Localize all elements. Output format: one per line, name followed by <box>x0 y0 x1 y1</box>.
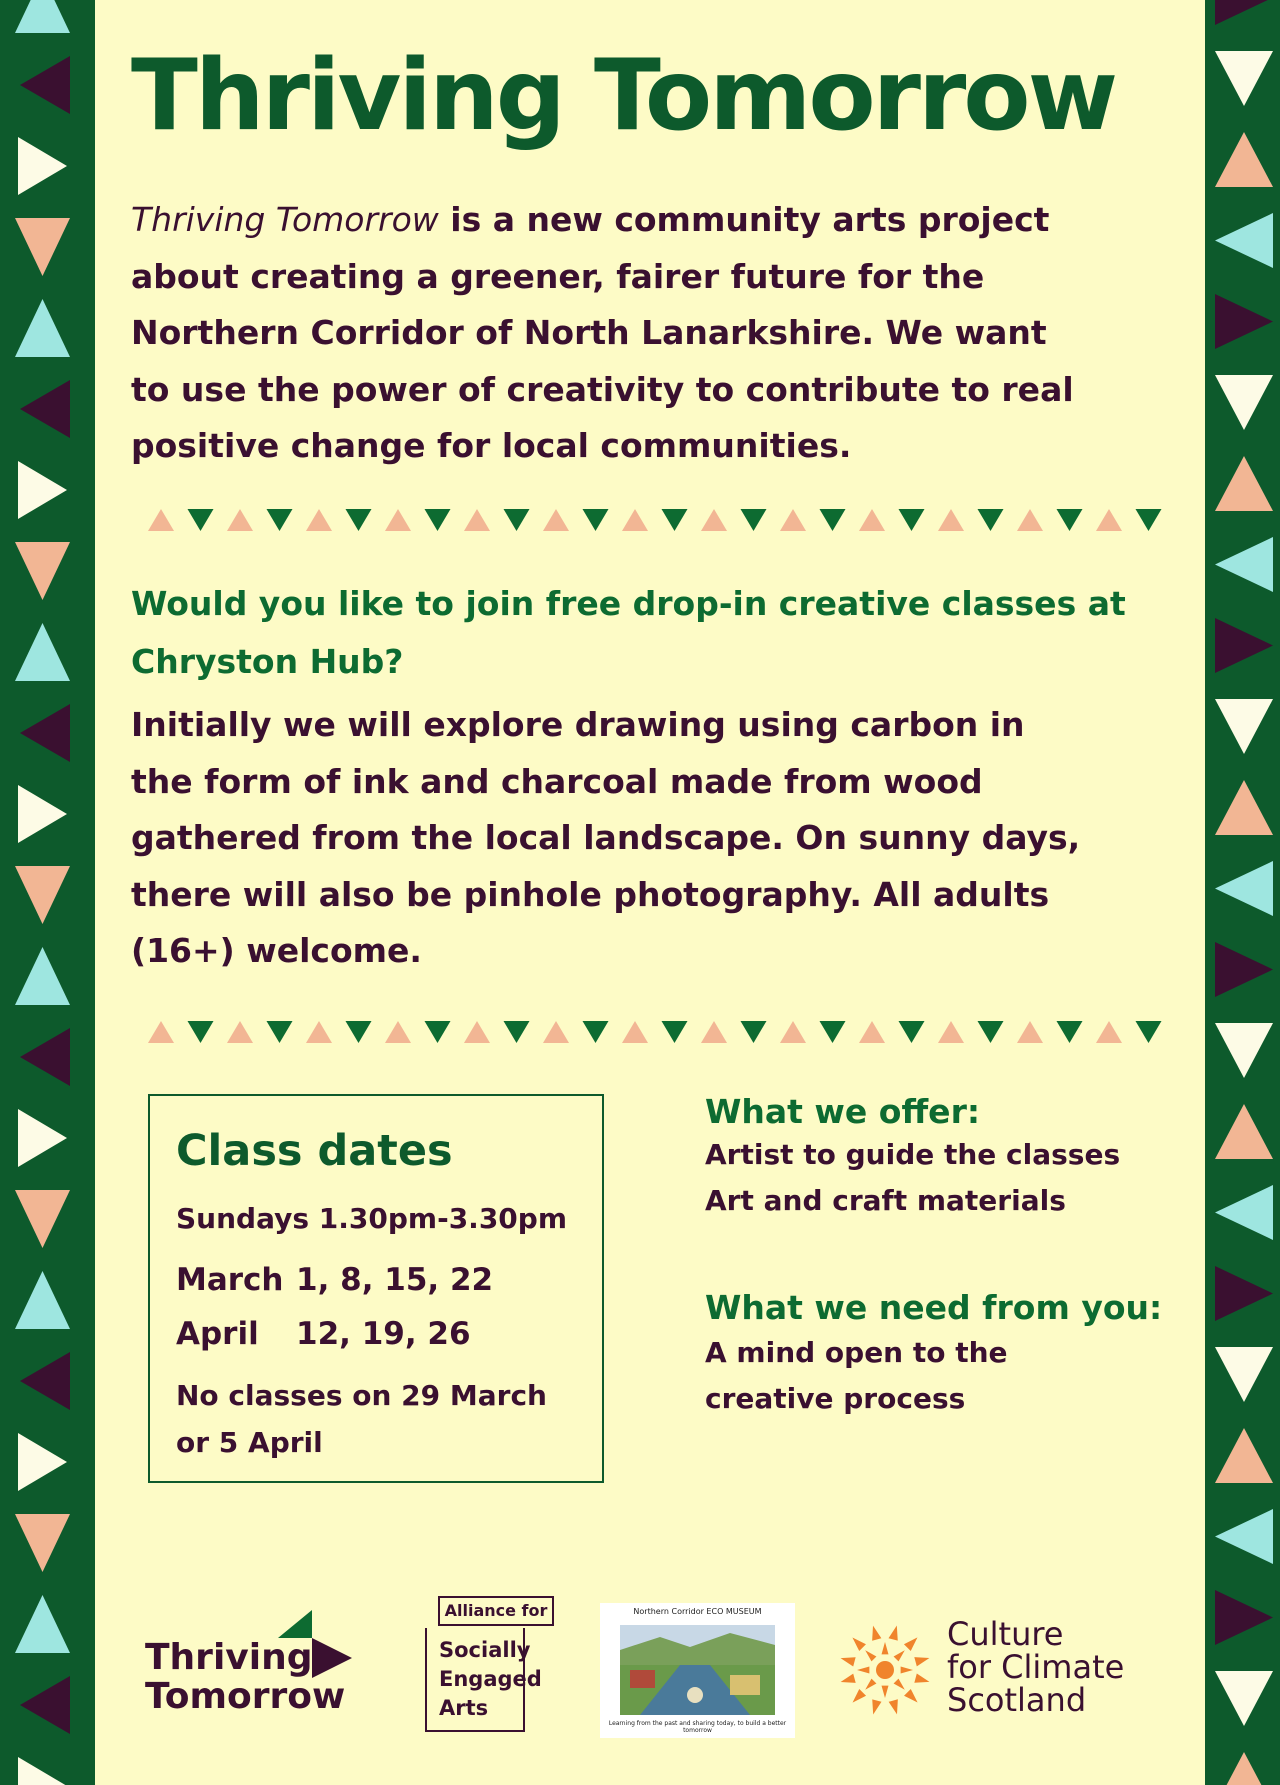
divider-triangle <box>188 1021 214 1043</box>
divider-triangle <box>227 509 253 531</box>
divider-top <box>145 505 1185 535</box>
border-triangle <box>18 461 67 519</box>
page-title: Thriving Tomorrow <box>131 39 1116 153</box>
divider-triangle <box>899 509 925 531</box>
culture-for-climate-logo <box>835 1615 1135 1728</box>
divider-triangle <box>504 1021 530 1043</box>
divider-triangle <box>346 509 372 531</box>
border-triangle <box>1215 213 1273 268</box>
sun-ray <box>914 1657 929 1666</box>
divider-triangle <box>1057 509 1083 531</box>
border-triangle <box>1215 1509 1273 1564</box>
offer-heading: What we offer: <box>705 1092 981 1131</box>
sun-ray <box>904 1637 918 1651</box>
divider-triangle <box>583 509 609 531</box>
divider-triangle <box>464 509 490 531</box>
border-triangle <box>1215 1671 1273 1726</box>
border-triangle <box>18 1757 67 1785</box>
border-triangle <box>1215 1590 1273 1645</box>
divider-triangle <box>1096 1021 1122 1043</box>
divider-triangle <box>346 1021 372 1043</box>
offer-item: Artist to guide the classes <box>705 1138 1121 1171</box>
border-triangle <box>20 56 70 114</box>
border-triangle <box>15 947 70 1005</box>
eco-museum-caption: Northern Corridor ECO MUSEUM <box>633 1607 762 1616</box>
divider-triangle <box>938 1021 964 1043</box>
dates-month: April <box>176 1316 259 1352</box>
border-triangle <box>1215 1752 1273 1785</box>
divider-triangle <box>306 509 332 531</box>
no-classes-note: No classes on 29 March or 5 April <box>176 1379 547 1459</box>
sun-ray <box>841 1657 856 1666</box>
border-triangle <box>1215 0 1273 25</box>
intro-text: is a new community arts project about creating a greener, fairer future for the Northern Corridor of North Lanarkshire. We want to use the power of creativity to contribute to real positive change for local communities. <box>131 200 1074 465</box>
border-triangle <box>1215 618 1273 673</box>
divider-triangle <box>148 509 174 531</box>
sun-ray <box>872 1699 881 1714</box>
sun-ray <box>901 1667 913 1674</box>
left-border <box>0 0 95 1785</box>
description-paragraph: Initially we will explore drawing using carbon in the form of ink and charcoal made from wood gathered from the local landscape. On sunny days, there will also be pinhole photography. All adults (16+) welcome. <box>131 705 1081 970</box>
divider-triangle <box>741 1021 767 1043</box>
divider-triangle <box>938 509 964 531</box>
sun-ray <box>882 1686 889 1698</box>
divider-triangle <box>899 1021 925 1043</box>
left-border-triangles <box>0 0 95 1785</box>
divider-triangle <box>978 509 1004 531</box>
border-triangle <box>15 623 70 681</box>
tt-logo-text <box>145 1638 345 1716</box>
question-heading: Would you like to join free drop-in creative classes at Chryston Hub? <box>131 584 1126 681</box>
divider-triangle <box>780 509 806 531</box>
divider-triangle <box>188 509 214 531</box>
divider-triangle <box>820 509 846 531</box>
border-triangle <box>1215 537 1273 592</box>
divider-triangle <box>425 509 451 531</box>
eco-museum-tagline: Learning from the past and sharing today, to build a better tomorrow <box>608 1720 787 1734</box>
border-triangle <box>1215 456 1273 511</box>
divider-triangle <box>267 509 293 531</box>
sun-ray <box>872 1626 881 1641</box>
divider-triangles <box>145 1017 1185 1047</box>
divider-triangle <box>859 509 885 531</box>
border-triangle <box>15 866 70 924</box>
border-triangle <box>1215 1023 1273 1078</box>
border-triangle <box>1215 375 1273 430</box>
border-triangle <box>15 1271 70 1329</box>
need-heading: What we need from you: <box>705 1288 1163 1327</box>
ccs-logo-text <box>947 1615 1125 1719</box>
divider-triangle <box>622 509 648 531</box>
border-triangle <box>15 1190 70 1248</box>
border-triangle <box>18 137 67 195</box>
class-dates-box <box>148 1094 604 1483</box>
border-triangle <box>18 1433 67 1491</box>
dates-days: 12, 19, 26 <box>296 1316 471 1352</box>
sun-ray <box>865 1679 876 1690</box>
eco-museum-logo <box>600 1603 795 1738</box>
intro-paragraph <box>131 192 1091 475</box>
border-triangle <box>1215 699 1273 754</box>
sun-ray <box>853 1689 867 1703</box>
border-triangle <box>20 1352 70 1410</box>
sun-ray <box>882 1642 889 1654</box>
divider-triangle <box>227 1021 253 1043</box>
divider-triangle <box>622 1021 648 1043</box>
asea-line1: Socially <box>439 1638 531 1662</box>
border-triangle <box>1215 1428 1273 1483</box>
divider-triangle <box>1096 509 1122 531</box>
class-dates-title: Class dates <box>176 1126 453 1176</box>
asea-logo-main <box>425 1628 542 1732</box>
border-triangle <box>20 1676 70 1734</box>
divider-triangle <box>148 1021 174 1043</box>
poster-content <box>95 0 1205 1785</box>
sun-ray <box>889 1699 898 1714</box>
divider-triangle <box>583 1021 609 1043</box>
intro-project-name: Thriving Tomorrow <box>131 200 439 239</box>
divider-triangle <box>1017 509 1043 531</box>
class-time: Sundays 1.30pm-3.30pm <box>176 1202 568 1235</box>
sun-ray <box>889 1626 898 1641</box>
border-triangle <box>15 218 70 276</box>
asea-logo <box>410 1596 570 1736</box>
need-item: A mind open to the <box>705 1336 1008 1369</box>
border-triangle <box>1215 861 1273 916</box>
dates-row-march <box>176 1262 493 1298</box>
asea-line3: Arts <box>439 1696 489 1720</box>
thriving-tomorrow-logo <box>145 1610 360 1730</box>
border-triangle <box>18 1109 67 1167</box>
divider-triangle <box>701 509 727 531</box>
dates-days: 1, 8, 15, 22 <box>296 1262 494 1298</box>
border-triangle <box>20 380 70 438</box>
divider-triangle <box>425 1021 451 1043</box>
divider-triangle <box>543 509 569 531</box>
asea-logo-top: Alliance for <box>438 1596 554 1626</box>
ccs-line3: Scotland <box>947 1681 1087 1719</box>
border-triangle <box>20 704 70 762</box>
divider-triangle <box>662 509 688 531</box>
divider-bottom <box>145 1017 1185 1047</box>
border-triangle <box>15 1595 70 1653</box>
border-triangle <box>1215 294 1273 349</box>
sun-ray <box>852 1638 866 1652</box>
border-triangle <box>1215 1104 1273 1159</box>
divider-triangle <box>1136 509 1162 531</box>
border-triangle <box>15 299 70 357</box>
divider-triangle <box>543 1021 569 1043</box>
ccs-line2: for Climate <box>947 1648 1125 1686</box>
sun-ray <box>865 1650 876 1661</box>
tt-logo-line1: Thriving <box>145 1637 313 1678</box>
border-triangle <box>1215 1185 1273 1240</box>
sun-ray <box>904 1689 918 1703</box>
divider-triangle <box>741 509 767 531</box>
dates-row-april <box>176 1316 471 1352</box>
dates-month: March <box>176 1262 284 1298</box>
divider-triangle <box>701 1021 727 1043</box>
right-border <box>1205 0 1280 1785</box>
offer-item: Art and craft materials <box>705 1184 1066 1217</box>
divider-triangle <box>385 509 411 531</box>
right-border-triangles <box>1205 0 1280 1785</box>
eco-museum-landscape-image <box>620 1625 775 1715</box>
sun-ray <box>914 1674 929 1683</box>
border-triangle <box>15 1514 70 1572</box>
divider-triangle <box>978 1021 1004 1043</box>
divider-triangle <box>1136 1021 1162 1043</box>
divider-triangle <box>780 1021 806 1043</box>
border-triangle <box>15 542 70 600</box>
divider-triangles <box>145 505 1185 535</box>
need-item: creative process <box>705 1382 966 1415</box>
sun-ray <box>857 1667 869 1674</box>
border-triangle <box>1215 780 1273 835</box>
divider-triangle <box>464 1021 490 1043</box>
border-triangle <box>20 1028 70 1086</box>
divider-triangle <box>504 509 530 531</box>
asea-line2: Engaged <box>439 1667 542 1691</box>
sun-ray <box>894 1650 905 1661</box>
ccs-line1: Culture <box>947 1615 1064 1653</box>
border-triangle <box>1215 132 1273 187</box>
border-triangle <box>18 785 67 843</box>
divider-triangle <box>306 1021 332 1043</box>
sun-burst-icon <box>835 1620 935 1720</box>
divider-triangle <box>385 1021 411 1043</box>
divider-triangle <box>662 1021 688 1043</box>
divider-triangle <box>1017 1021 1043 1043</box>
sun-ray <box>894 1679 905 1690</box>
sun-ray <box>841 1674 856 1683</box>
tt-logo-line2: Tomorrow <box>145 1676 346 1717</box>
border-triangle <box>15 0 70 33</box>
border-triangle <box>1215 1266 1273 1321</box>
border-triangle <box>1215 51 1273 106</box>
divider-triangle <box>1057 1021 1083 1043</box>
divider-triangle <box>820 1021 846 1043</box>
divider-triangle <box>859 1021 885 1043</box>
border-triangle <box>1215 1347 1273 1402</box>
divider-triangle <box>267 1021 293 1043</box>
border-triangle <box>1215 942 1273 997</box>
